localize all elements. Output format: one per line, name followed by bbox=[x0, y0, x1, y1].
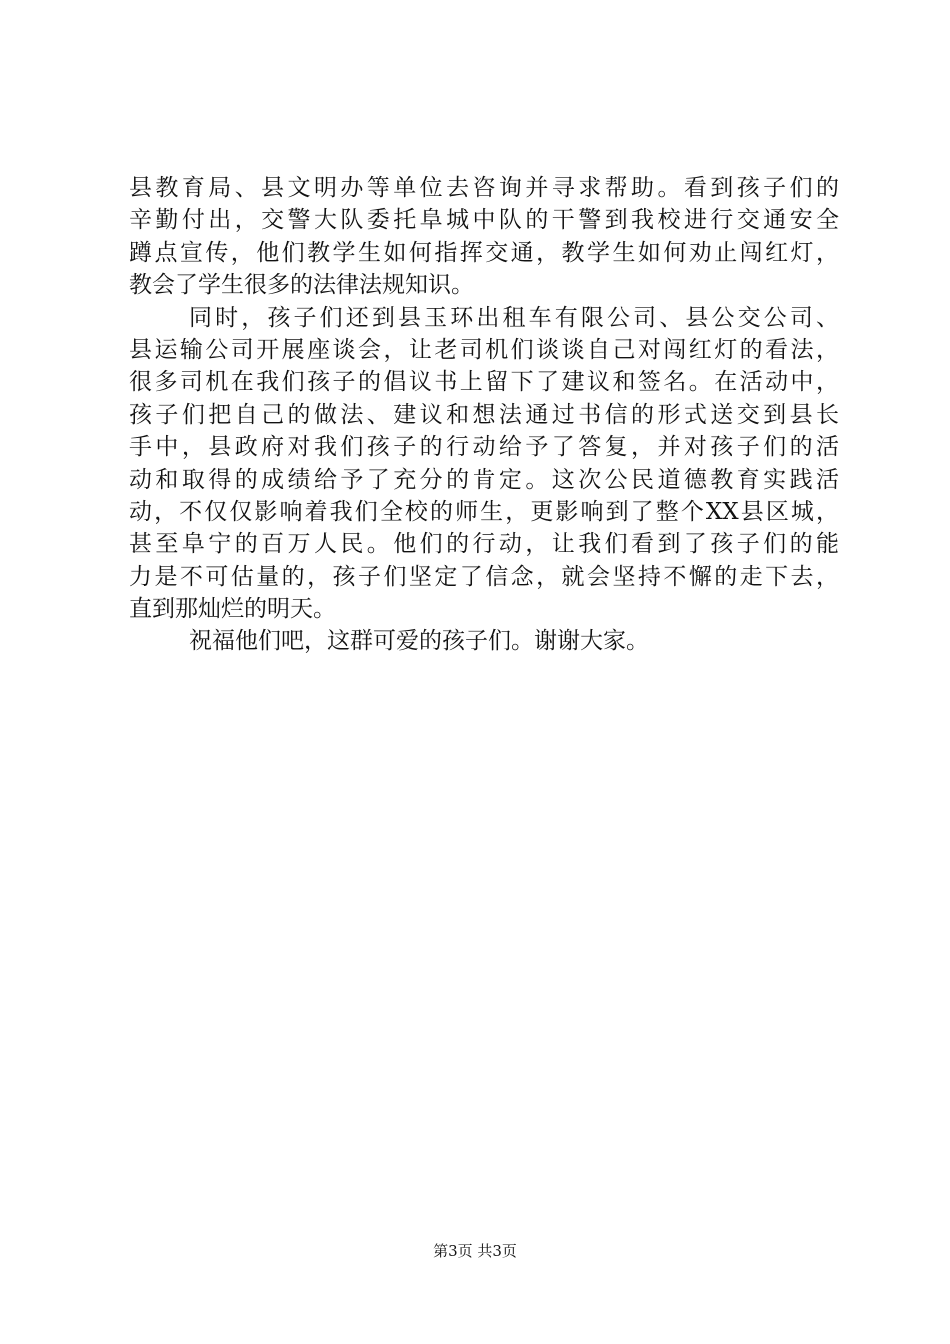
page-number-label: 第3页 共3页 bbox=[433, 1242, 517, 1260]
text-line: 直到那灿烂的明天。 bbox=[129, 596, 336, 623]
text-line: 动，不仅仅影响着我们全校的师生，更影响到了整个XX县区城， bbox=[129, 498, 839, 525]
text-line: 县教育局、县文明办等单位去咨询并寻求帮助。看到孩子们的 bbox=[129, 175, 839, 201]
text-line: 教会了学生很多的法律法规知识。 bbox=[129, 272, 474, 299]
text-line: 辛勤付出，交警大队委托阜城中队的干警到我校进行交通安全 bbox=[129, 207, 839, 234]
text-line: 力是不可估量的，孩子们坚定了信念，就会坚持不懈的走下去， bbox=[129, 563, 839, 590]
document-body bbox=[129, 172, 839, 658]
text-line: 县运输公司开展座谈会，让老司机们谈谈自己对闯红灯的看法， bbox=[129, 336, 839, 363]
text-line-paragraph-start: 同时，孩子们还到县玉环出租车有限公司、县公交公司、 bbox=[189, 304, 839, 331]
text-line: 蹲点宣传，他们教学生如何指挥交通，教学生如何劝止闯红灯， bbox=[129, 239, 839, 266]
text-line: 手中，县政府对我们孩子的行动给予了答复，并对孩子们的活 bbox=[129, 434, 839, 461]
text-line: 孩子们把自己的做法、建议和想法通过书信的形式送交到县长 bbox=[129, 401, 839, 428]
text-line: 很多司机在我们孩子的倡议书上留下了建议和签名。在活动中， bbox=[129, 369, 839, 396]
text-line-paragraph-start: 祝福他们吧，这群可爱的孩子们。谢谢大家。 bbox=[189, 628, 649, 655]
text-line: 甚至阜宁的百万人民。他们的行动，让我们看到了孩子们的能 bbox=[129, 531, 839, 558]
text-line: 动和取得的成绩给予了充分的肯定。这次公民道德教育实践活 bbox=[129, 466, 839, 493]
page-footer bbox=[0, 1240, 950, 1262]
